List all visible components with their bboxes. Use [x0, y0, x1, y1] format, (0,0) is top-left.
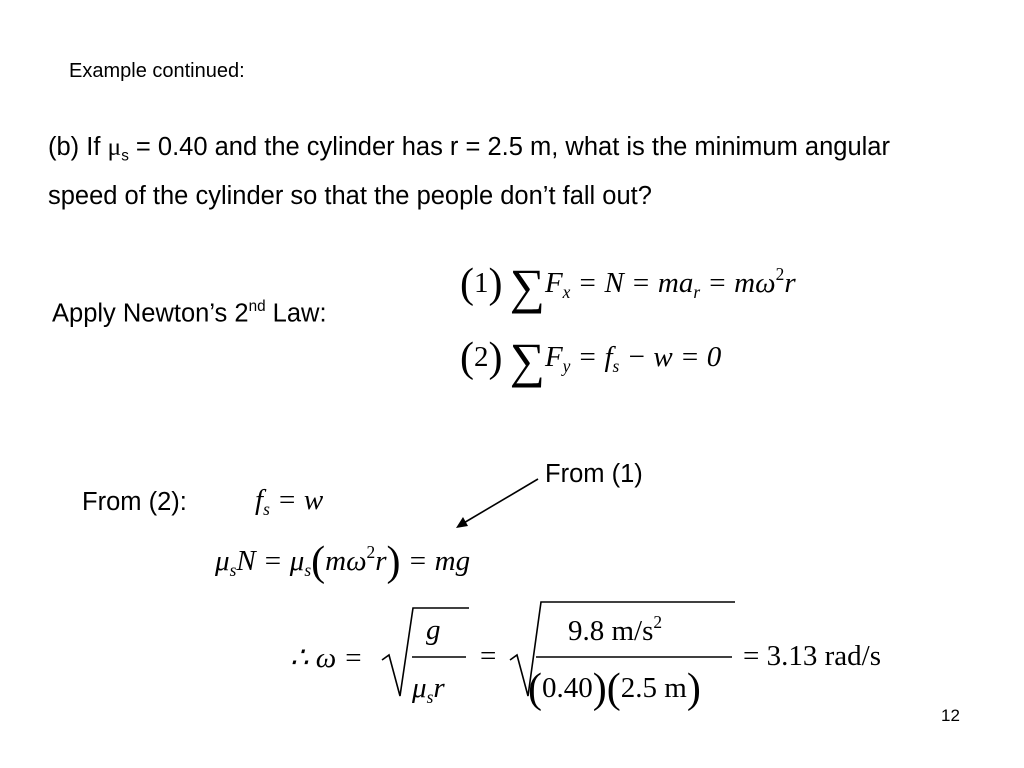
- eq1-r: r: [784, 267, 796, 300]
- eq5-den-open-1: (: [528, 666, 543, 712]
- eq3-rest: = w: [269, 484, 324, 516]
- eq5-fraction-2-numerator: [568, 612, 662, 648]
- mu-subscript: s: [121, 147, 129, 165]
- newton-law-label: [52, 298, 327, 329]
- question-prefix: (b) If: [48, 133, 108, 161]
- eq4-inner: mω: [325, 544, 367, 577]
- eq2-sigma: ∑: [509, 333, 545, 388]
- example-heading: Example continued:: [69, 60, 245, 82]
- eq1-sigma: ∑: [509, 259, 545, 314]
- eq1-a-sub: r: [693, 282, 701, 303]
- page-number: 12: [941, 706, 960, 725]
- annotation-arrowhead: [456, 517, 468, 528]
- equation-5-equals: =: [480, 640, 497, 672]
- eq1-F: F: [544, 267, 563, 300]
- eq5-fraction-2-denominator: [528, 668, 701, 710]
- question-text: [48, 126, 948, 217]
- eq4-mu2-sub: s: [304, 560, 312, 581]
- equation-5-lhs: ∴ ω =: [290, 642, 363, 674]
- eq5-den-close-2: ): [686, 666, 701, 712]
- eq2-number: 2: [474, 341, 489, 374]
- eq1-middle: = N = ma: [570, 267, 694, 300]
- eq5-fraction-1-denominator: [412, 672, 445, 708]
- question-rest: = 0.40 and the cylinder has r = 2.5 m, what is the minimum angular speed of the cylinder so that the people don’t fall out?: [48, 133, 890, 211]
- equation-5-result: = 3.13 rad/s: [743, 640, 881, 672]
- eq1-number: 1: [474, 267, 489, 300]
- eq4-mu1: μ: [215, 544, 230, 577]
- eq2-rest: − w = 0: [619, 341, 722, 374]
- eq4-close-paren: ): [386, 539, 401, 585]
- newton-label-sup: nd: [248, 298, 266, 315]
- eq4-right: = mg: [400, 544, 471, 577]
- eq5-den-mu: μ: [412, 672, 427, 704]
- annotation-arrow-line: [462, 479, 538, 524]
- newton-label-post: Law:: [265, 299, 327, 328]
- eq2-F: F: [544, 341, 563, 374]
- equation-3: [255, 484, 323, 520]
- eq5-den-a: 0.40: [542, 671, 593, 704]
- from-1-label: From (1): [545, 460, 643, 488]
- eq3-f-sub: s: [263, 499, 270, 520]
- eq5-num-sup: 2: [653, 612, 663, 632]
- eq5-fraction-1-numerator: g: [426, 614, 441, 646]
- eq4-N: N =: [236, 544, 290, 577]
- eq4-r: r: [375, 544, 387, 577]
- equation-2: [460, 333, 722, 388]
- equation-1: [460, 259, 796, 314]
- eq1-open-paren: (: [460, 261, 475, 308]
- eq2-open-paren: (: [460, 335, 475, 382]
- eq1-right: = mω: [700, 267, 776, 300]
- from-2-label: From (2):: [82, 488, 187, 516]
- eq1-close-paren: ): [488, 261, 503, 308]
- eq5-num-value: 9.8 m/s: [568, 615, 654, 648]
- eq5-den-mu-sub: s: [426, 687, 434, 708]
- eq4-open-paren: (: [311, 539, 326, 585]
- eq1-F-sub: x: [562, 282, 571, 303]
- eq4-omega-sup: 2: [366, 541, 376, 562]
- eq4-mu2: μ: [289, 544, 305, 577]
- eq5-den-close-1: ): [592, 666, 607, 712]
- eq4-mu1-sub: s: [229, 560, 237, 581]
- eq3-f: f: [255, 484, 264, 516]
- eq5-den-open-2: (: [606, 666, 621, 712]
- equation-4: [215, 541, 470, 583]
- mu-symbol: μ: [107, 132, 122, 161]
- eq2-f-sub: s: [612, 356, 620, 377]
- eq1-omega-sup: 2: [775, 263, 785, 284]
- newton-label-pre: Apply Newton’s 2: [52, 299, 249, 328]
- eq2-equals: = f: [570, 341, 613, 374]
- eq5-den-r: r: [433, 672, 445, 704]
- eq2-close-paren: ): [488, 335, 503, 382]
- eq2-F-sub: y: [562, 356, 571, 377]
- eq5-den-b: 2.5 m: [620, 671, 687, 704]
